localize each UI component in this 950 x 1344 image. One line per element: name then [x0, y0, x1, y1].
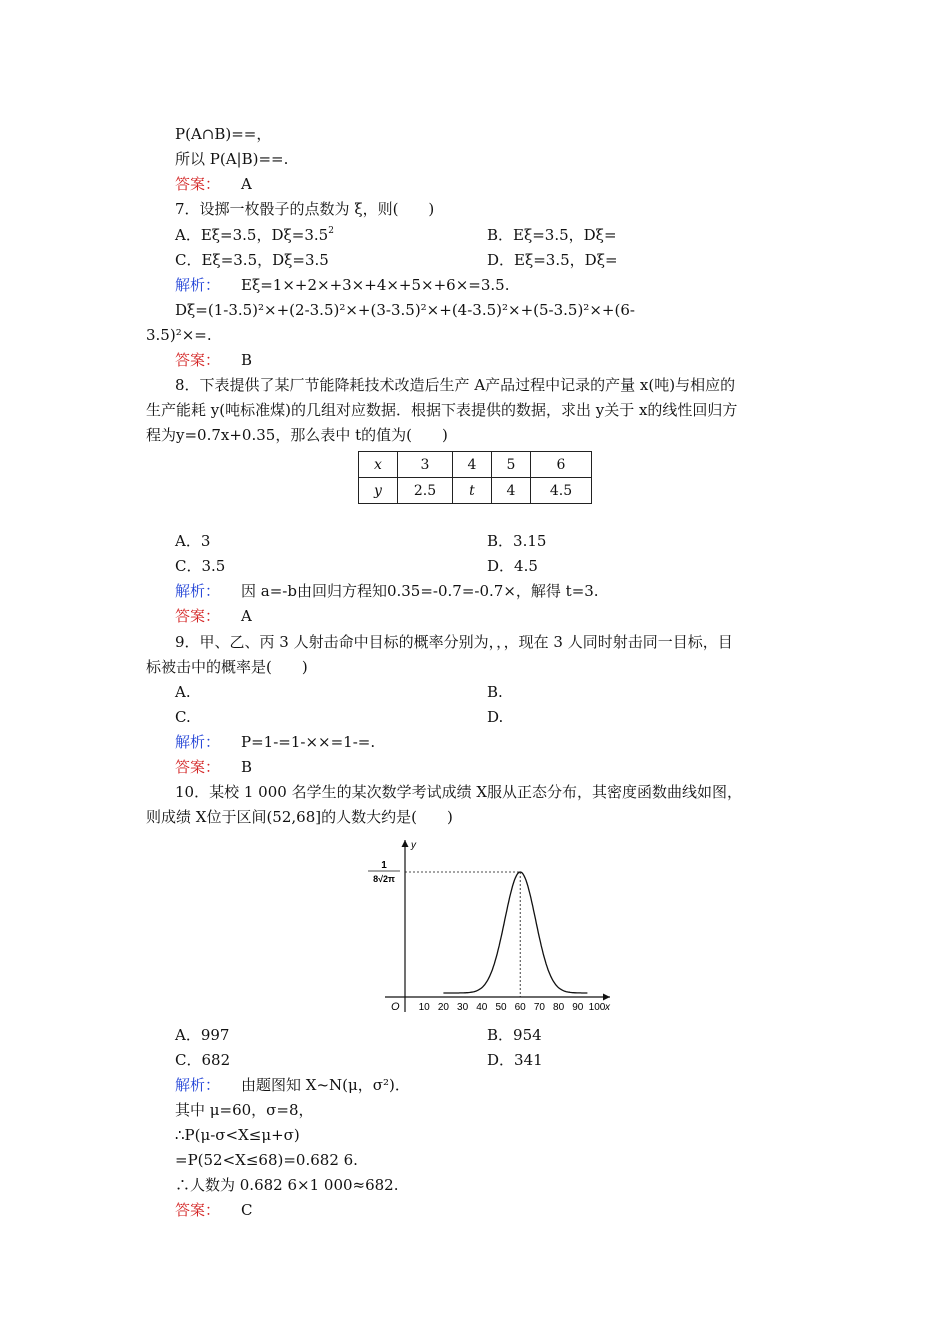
solution-label: 解析：: [175, 582, 221, 600]
answer-label: 答案：: [175, 175, 221, 193]
question-7: 7．设掷一枚骰子的点数为 ξ，则( ): [175, 200, 435, 218]
table-cell: y: [359, 478, 398, 504]
table-cell: 4.5: [531, 478, 592, 504]
table-cell: 4: [492, 478, 531, 504]
answer-value: B: [241, 758, 253, 776]
density-curve: [443, 872, 587, 993]
option-10d: D．341: [487, 1051, 543, 1069]
y-axis-label: y: [411, 840, 416, 851]
answer-label: 答案：: [175, 607, 221, 625]
table-cell: 5: [492, 452, 531, 478]
option-8b: B．3.15: [487, 532, 547, 550]
text-line: Dξ=(1-3.5)²×+(2-3.5)²×+(3-3.5)²×+(4-3.5)²×+(5-3.5)²×+(6-: [175, 301, 635, 319]
answer-value: A: [241, 175, 252, 193]
solution-9: 解析： P=1-=1-××=1-=.: [175, 733, 376, 751]
data-table: [358, 451, 592, 504]
table-cell: x: [359, 452, 398, 478]
table-cell: t: [453, 478, 492, 504]
x-tick-label: 60: [514, 1002, 526, 1013]
option-10c: C．682: [175, 1051, 231, 1069]
text-line: 生产能耗 y(吨标准煤)的几组对应数据．根据下表提供的数据，求出 y关于 x的线性回归方: [146, 401, 738, 419]
x-axis-label: x: [605, 1002, 610, 1013]
table-cell: 2.5: [398, 478, 453, 504]
solution-8: 解析： 因 a=-b由回归方程知0.35=-0.7=-0.7×，解得 t=3.: [175, 582, 599, 600]
table-cell: 4: [453, 452, 492, 478]
answer-line: [175, 757, 252, 777]
text-line: ∴P(μ-σ<X≤μ+σ): [175, 1126, 300, 1144]
normal-density-chart: [360, 832, 620, 1017]
answer-line: [175, 174, 252, 194]
x-tick-label: 100: [588, 1002, 606, 1013]
x-tick-label: 20: [437, 1002, 449, 1013]
option-8d: D．4.5: [487, 557, 538, 575]
option-7b: B．Eξ=3.5，Dξ=: [487, 226, 617, 244]
x-tick-label: 90: [572, 1002, 584, 1013]
text-line: 则成绩 X位于区间(52,68]的人数大约是( ): [146, 808, 453, 826]
peak-numerator: 1: [381, 860, 387, 871]
x-tick-label: 40: [476, 1002, 488, 1013]
question-9: 9．甲、乙、丙 3 人射击命中目标的概率分别为，，，现在 3 人同时射击同一目标，目: [175, 633, 733, 651]
text-line: 3.5)²×=.: [146, 326, 212, 344]
question-10: 10．某校 1 000 名学生的某次数学考试成绩 X服从正态分布，其密度函数曲线如图，: [175, 783, 743, 801]
option-9b: B.: [487, 683, 503, 701]
text-line: 所以 P(A|B)==.: [175, 150, 289, 168]
solution-label: 解析：: [175, 276, 221, 294]
option-9d: D.: [487, 708, 504, 726]
answer-label: 答案：: [175, 351, 221, 369]
x-tick-label: 70: [533, 1002, 545, 1013]
option-9c: C.: [175, 708, 191, 726]
answer-label: 答案：: [175, 758, 221, 776]
solution-10: 解析： 由题图知 X~N(μ，σ²)．: [175, 1076, 410, 1094]
table-cell: 3: [398, 452, 453, 478]
x-tick-label: 10: [418, 1002, 430, 1013]
answer-value: C: [241, 1201, 253, 1219]
answer-label: 答案：: [175, 1201, 221, 1219]
answer-line: [175, 606, 252, 626]
peak-denominator: 8√2π: [373, 874, 395, 884]
x-tick-label: 30: [457, 1002, 469, 1013]
option-7c: C．Eξ=3.5，Dξ=3.5: [175, 251, 329, 269]
option-7d: D．Eξ=3.5，Dξ=: [487, 251, 618, 269]
option-9a: A.: [175, 683, 191, 701]
answer-value: B: [241, 351, 253, 369]
answer-line: [175, 350, 252, 370]
text-line: ∴人数为 0.682 6×1 000≈682.: [175, 1176, 399, 1194]
text-line: 标被击中的概率是( ): [146, 658, 308, 676]
origin-label: O: [391, 1001, 400, 1013]
x-tick-label: 80: [553, 1002, 565, 1013]
text-line: =P(52<X≤68)=0.682 6.: [175, 1151, 358, 1169]
question-8: 8．下表提供了某厂节能降耗技术改造后生产 A产品过程中记录的产量 x(吨)与相应的: [175, 376, 736, 394]
option-7a: A．Eξ=3.5，$D\xi=3.5^2$: [175, 226, 334, 244]
solution-label: 解析：: [175, 1076, 221, 1094]
answer-value: A: [241, 607, 252, 625]
text-line: P(A∩B)==，: [175, 125, 272, 143]
x-tick-label: 50: [495, 1002, 507, 1013]
answer-line: [175, 1200, 252, 1220]
table-cell: 6: [531, 452, 592, 478]
solution-label: 解析：: [175, 733, 221, 751]
option-10a: A．997: [175, 1026, 230, 1044]
option-8a: A．3: [175, 532, 211, 550]
solution-7: 解析： Eξ=1×+2×+3×+4×+5×+6×=3.5.: [175, 276, 510, 294]
text-line: 其中 μ=60，σ=8，: [175, 1101, 314, 1119]
option-8c: C．3.5: [175, 557, 226, 575]
text-line: 程为y=0.7x+0.35，那么表中 t的值为( ): [146, 426, 448, 444]
option-10b: B．954: [487, 1026, 542, 1044]
